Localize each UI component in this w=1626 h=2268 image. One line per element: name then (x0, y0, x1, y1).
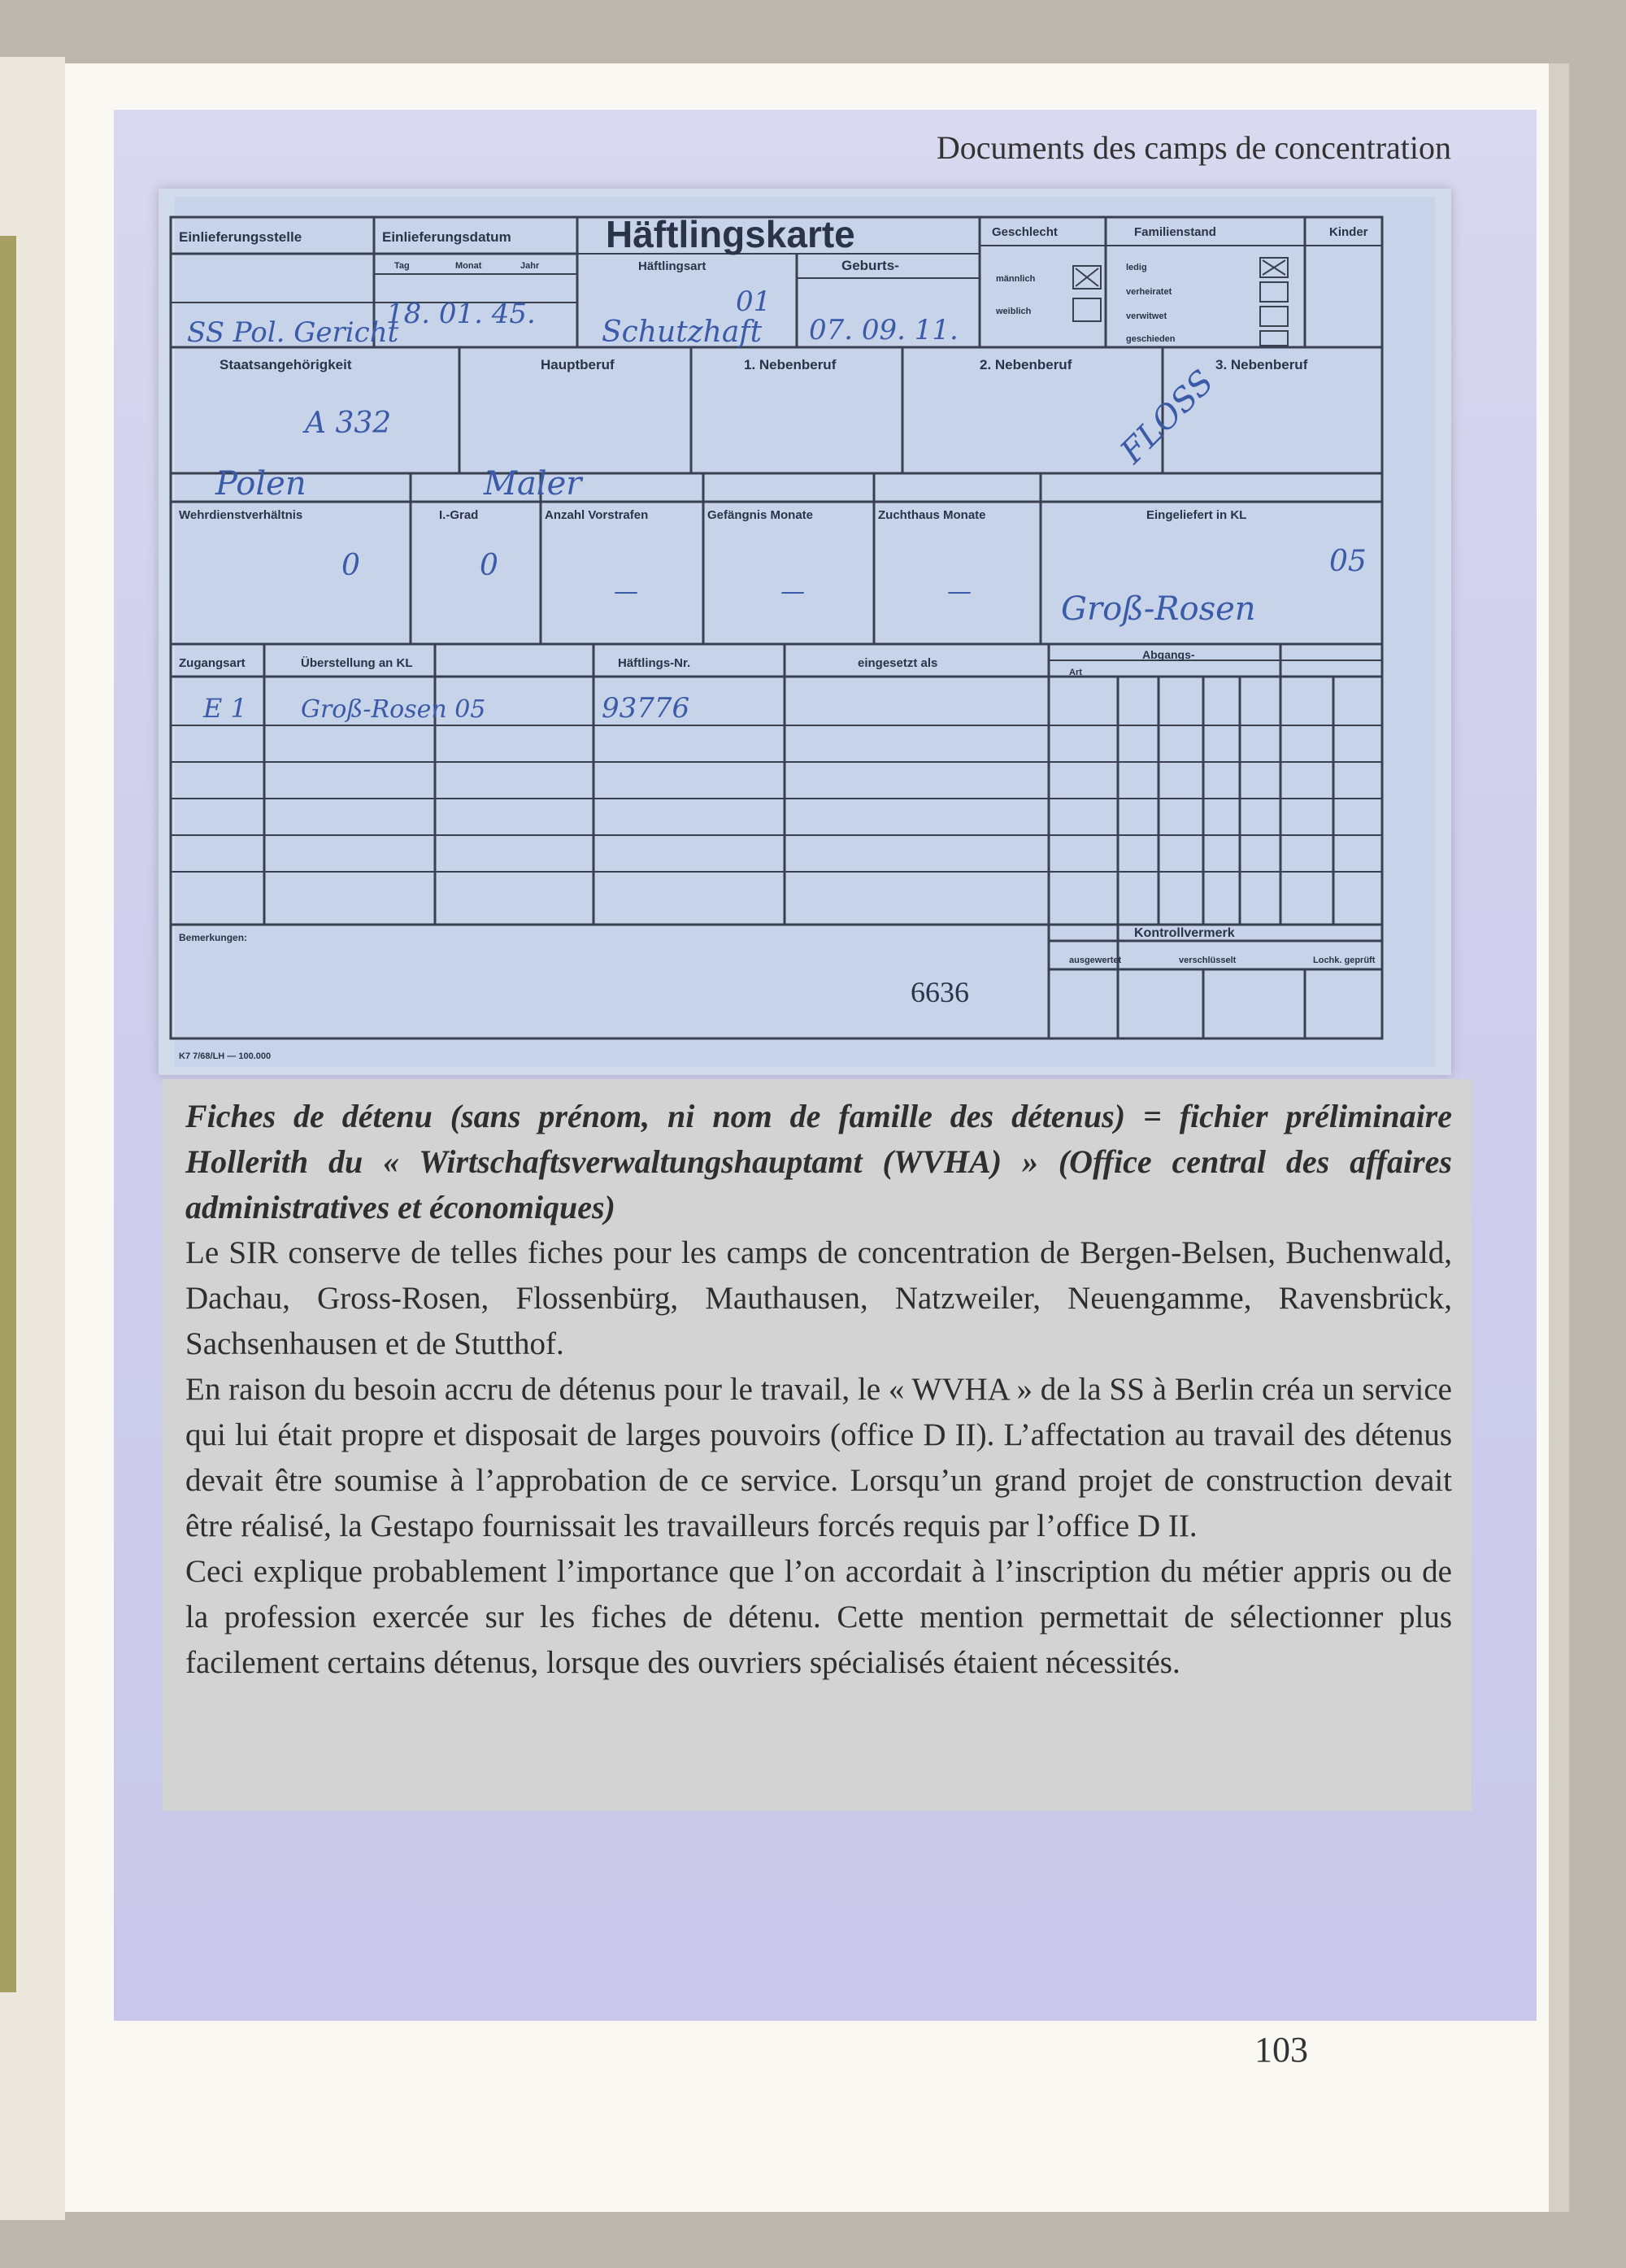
prisoner-card-photo (159, 189, 1451, 1075)
hand-zuchthaus: — (947, 577, 972, 606)
hand-kl: Groß-Rosen (1061, 590, 1256, 628)
page-edge-shadow (1549, 63, 1569, 2212)
label-weiblich: weiblich (996, 307, 1032, 316)
hand-zugangsart: E 1 (203, 693, 247, 724)
label-familienstand: Familienstand (1134, 225, 1216, 239)
printer-mark: K7 7/68/LH — 100.000 (179, 1051, 272, 1061)
label-einlieferungsdatum: Einlieferungsdatum (382, 229, 511, 245)
label-geburts: Geburts- (841, 258, 899, 273)
label-zugangsart: Zugangsart (179, 656, 246, 670)
hand-staat-code: A 332 (305, 407, 392, 440)
label-vorstrafen: Anzahl Vorstrafen (545, 508, 649, 522)
label-igrad: I.-Grad (439, 508, 479, 522)
hand-haeftlingsart: Schutzhaft (602, 316, 763, 349)
label-geschieden: geschieden (1126, 334, 1176, 344)
hand-staat: Polen (215, 465, 307, 503)
caption-paragraph-2: En raison du besoin accru de détenus pour le travail, le « WVHA » de la SS à Berlin créa un service qui lui était propre et disposait de larges pouvoirs (office D II). L’affectation au travail des détenus devait être soumise à l’approbation de ce service. Lorsqu’un grand projet de construction devait être réalisé, la Gestapo fournissait les travailleurs forcés requis par l’office D II. (185, 1372, 1452, 1543)
label-haeftlingsart: Häftlingsart (638, 259, 706, 273)
hand-haeftlingsart-code: 01 (736, 285, 772, 318)
hand-vorstrafen: — (614, 577, 638, 606)
running-title: Documents des camps de concentration (936, 129, 1451, 166)
label-wehrdienst: Wehrdienstverhältnis (179, 508, 303, 522)
label-lochk: Lochk. geprüft (1313, 956, 1376, 965)
label-geschlecht: Geschlecht (992, 225, 1058, 239)
label-verwitwet: verwitwet (1126, 311, 1167, 321)
hand-beruf: Maler (484, 465, 582, 503)
label-ledig: ledig (1126, 263, 1147, 272)
label-tag: Tag (394, 261, 410, 271)
hand-gefaengnis: — (780, 577, 805, 606)
hand-wehrdienst: 0 (341, 549, 360, 582)
label-haeftlingsnr: Häftlings-Nr. (618, 656, 691, 670)
hand-ueberstellung: Groß-Rosen 05 (301, 695, 486, 724)
page-number: 103 (1254, 2030, 1308, 2070)
facing-page-image-strip (0, 236, 16, 1992)
label-ueberstellung: Überstellung an KL (301, 656, 413, 670)
card-serial-number: 6636 (911, 976, 969, 1008)
hand-igrad: 0 (480, 549, 498, 582)
label-jahr: Jahr (520, 261, 540, 271)
caption-title: Fiches de détenu (sans prénom, ni nom de famille des détenus) = fichier préliminaire Hollerith du « Wirtschaftsverwaltungshauptamt (WVHA) » (Office central des affaires administratives et économiques) (185, 1098, 1452, 1225)
caption-paragraph-3: Ceci explique probablement l’importance que l’on accordait à l’inscription du métier appris ou de la profession exercée sur les fiches de détenu. Cette mention permettait de sélectionner plus facilement certains détenus, lorsque des ouvriers spécialisés étaient nécessités. (185, 1554, 1452, 1680)
label-ausgewertet: ausgewertet (1069, 956, 1122, 965)
label-maennlich: männlich (996, 274, 1036, 284)
label-eingeliefert: Eingeliefert in KL (1146, 508, 1247, 522)
caption-paragraph-1: Le SIR conserve de telles fiches pour les camps de concentration de Bergen-Belsen, Buchenwald, Dachau, Gross-Rosen, Flossenbürg, Mauthausen, Natzweiler, Neuengamme, Ravensbrück, Sachsenhausen et de Stutthof. (185, 1235, 1452, 1361)
label-art: Art (1069, 668, 1082, 677)
hand-nummer: 93776 (602, 692, 690, 725)
hand-kl-code: 05 (1329, 545, 1367, 578)
hand-geburtsdatum: 07. 09. 11. (809, 314, 959, 346)
label-einlieferungsstelle: Einlieferungsstelle (179, 229, 302, 245)
label-eingesetzt: eingesetzt als (858, 656, 938, 670)
label-kinder: Kinder (1329, 225, 1368, 239)
label-hauptberuf: Hauptberuf (541, 357, 615, 372)
label-verheiratet: verheiratet (1126, 287, 1172, 297)
label-monat: Monat (455, 261, 482, 271)
label-abgangs: Abgangs- (1142, 648, 1195, 661)
label-nebenberuf-2: 2. Nebenberuf (980, 357, 1072, 372)
label-gefaengnis: Gefängnis Monate (707, 508, 814, 522)
label-bemerkungen: Bemerkungen: (179, 932, 248, 943)
card-title: Häftlingskarte (606, 213, 855, 255)
label-verschluesselt: verschlüsselt (1179, 956, 1237, 965)
caption-box (163, 1079, 1472, 1811)
label-staatsangehoerigkeit: Staatsangehörigkeit (220, 357, 352, 372)
prisoner-card-svg (159, 189, 1451, 1075)
hand-einlieferungsstelle: SS Pol. Gericht (187, 316, 399, 349)
label-kontrollvermerk: Kontrollvermerk (1134, 926, 1235, 940)
stamp-floss: FLOSS (1113, 363, 1221, 472)
label-zuchthaus: Zuchthaus Monate (878, 508, 986, 522)
label-nebenberuf-3: 3. Nebenberuf (1215, 357, 1308, 372)
hand-datum: 18. 01. 45. (386, 298, 536, 330)
label-nebenberuf-1: 1. Nebenberuf (744, 357, 837, 372)
